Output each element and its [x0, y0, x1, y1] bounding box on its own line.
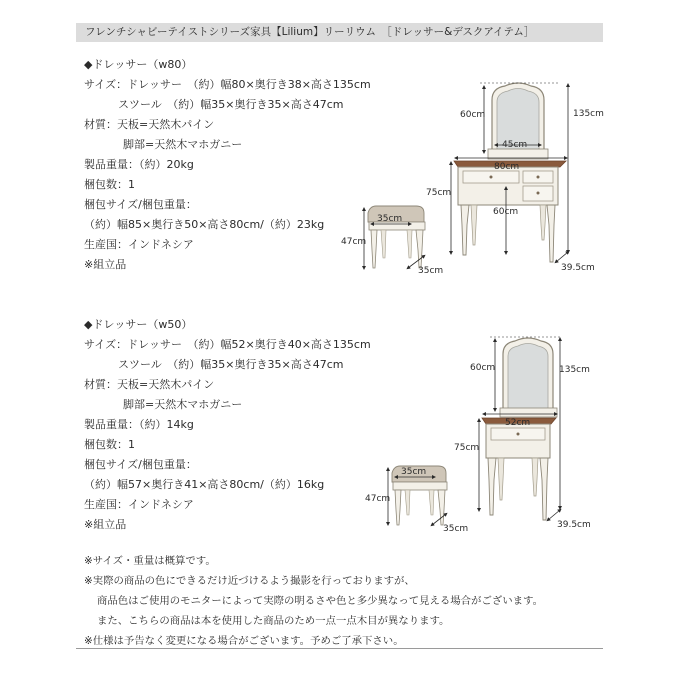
assembly-line: ※組立品	[84, 258, 127, 271]
material-line: 材質：天板=天然木パイン	[84, 118, 215, 131]
dim-stool-depth: 35cm	[443, 524, 469, 534]
stool-size-line: スツール （約）幅35×奥行き35×高さ47cm	[118, 98, 344, 111]
note-line: また、こちらの商品は本を使用した商品のため一点一点木目が異なります。	[97, 615, 450, 627]
dim-knee-height: 60cm	[493, 207, 519, 217]
dim-table-height: 75cm	[426, 188, 452, 198]
note-line: ※実際の商品の色にできるだけ近づけるよう撮影を行っておりますが、	[84, 575, 415, 587]
section-title: ◆ドレッサー（w80）	[84, 58, 193, 71]
origin-line: 生産国：インドネシア	[84, 238, 194, 251]
dim-table-height: 75cm	[454, 443, 480, 453]
pack-size-label: 梱包サイズ/梱包重量：	[84, 198, 197, 211]
pack-size-line: （約）幅85×奥行き50×高さ80cm/（約）23kg	[84, 218, 325, 231]
weight-line: 製品重量：（約）20kg	[84, 158, 194, 171]
pack-size-line: （約）幅57×奥行き41×高さ80cm/（約）16kg	[84, 478, 325, 491]
weight-line: 製品重量：（約）14kg	[84, 418, 194, 431]
stool-size-line: スツール （約）幅35×奥行き35×高さ47cm	[118, 358, 344, 371]
packs-line: 梱包数：1	[84, 178, 135, 191]
pack-size-label: 梱包サイズ/梱包重量：	[84, 458, 197, 471]
note-line: ※サイズ・重量は概算です。	[84, 555, 216, 567]
dresser-w50-illustration	[454, 337, 591, 530]
dim-stool-depth: 35cm	[418, 266, 444, 276]
dim-total-height: 135cm	[559, 365, 590, 375]
dim-mirror-height: 60cm	[470, 363, 496, 373]
legs-line: 脚部=天然木マホガニー	[123, 398, 243, 411]
stool-w80-illustration	[341, 206, 443, 276]
dim-stool-height: 47cm	[341, 237, 367, 247]
dim-stool-width: 35cm	[377, 214, 403, 224]
assembly-line: ※組立品	[84, 518, 127, 531]
size-line: サイズ：ドレッサー （約）幅52×奥行き40×高さ135cm	[84, 338, 371, 351]
origin-line: 生産国：インドネシア	[84, 498, 194, 511]
dim-stool-width: 35cm	[401, 467, 427, 477]
dim-width: 52cm	[505, 418, 531, 428]
dim-stool-height: 47cm	[365, 494, 391, 504]
note-line: ※仕様は予告なく変更になる場合がございます。予めご了承下さい。	[84, 635, 404, 647]
legs-line: 脚部=天然木マホガニー	[123, 138, 243, 151]
footer-divider	[76, 648, 603, 649]
stool-w50-illustration	[365, 466, 468, 534]
dim-depth: 39.5cm	[561, 263, 595, 273]
page-header: フレンチシャビーテイストシリーズ家具【Lilium】リーリウム ［ドレッサー&デスクアイテム］	[76, 23, 603, 42]
size-line: サイズ：ドレッサー （約）幅80×奥行き38×高さ135cm	[84, 78, 371, 91]
dim-width: 80cm	[494, 162, 520, 172]
note-line: 商品色はご使用のモニターによって実際の明るさや色と多少異なって見える場合がございます。	[97, 595, 543, 607]
dim-total-height: 135cm	[573, 109, 604, 119]
packs-line: 梱包数：1	[84, 438, 135, 451]
dim-mirror-height: 60cm	[460, 110, 486, 120]
material-line: 材質：天板=天然木パイン	[84, 378, 215, 391]
dresser-w80-illustration	[426, 83, 604, 273]
section-title: ◆ドレッサー（w50）	[84, 318, 193, 331]
dim-depth: 39.5cm	[557, 520, 591, 530]
dim-mirror-width: 45cm	[502, 140, 528, 150]
